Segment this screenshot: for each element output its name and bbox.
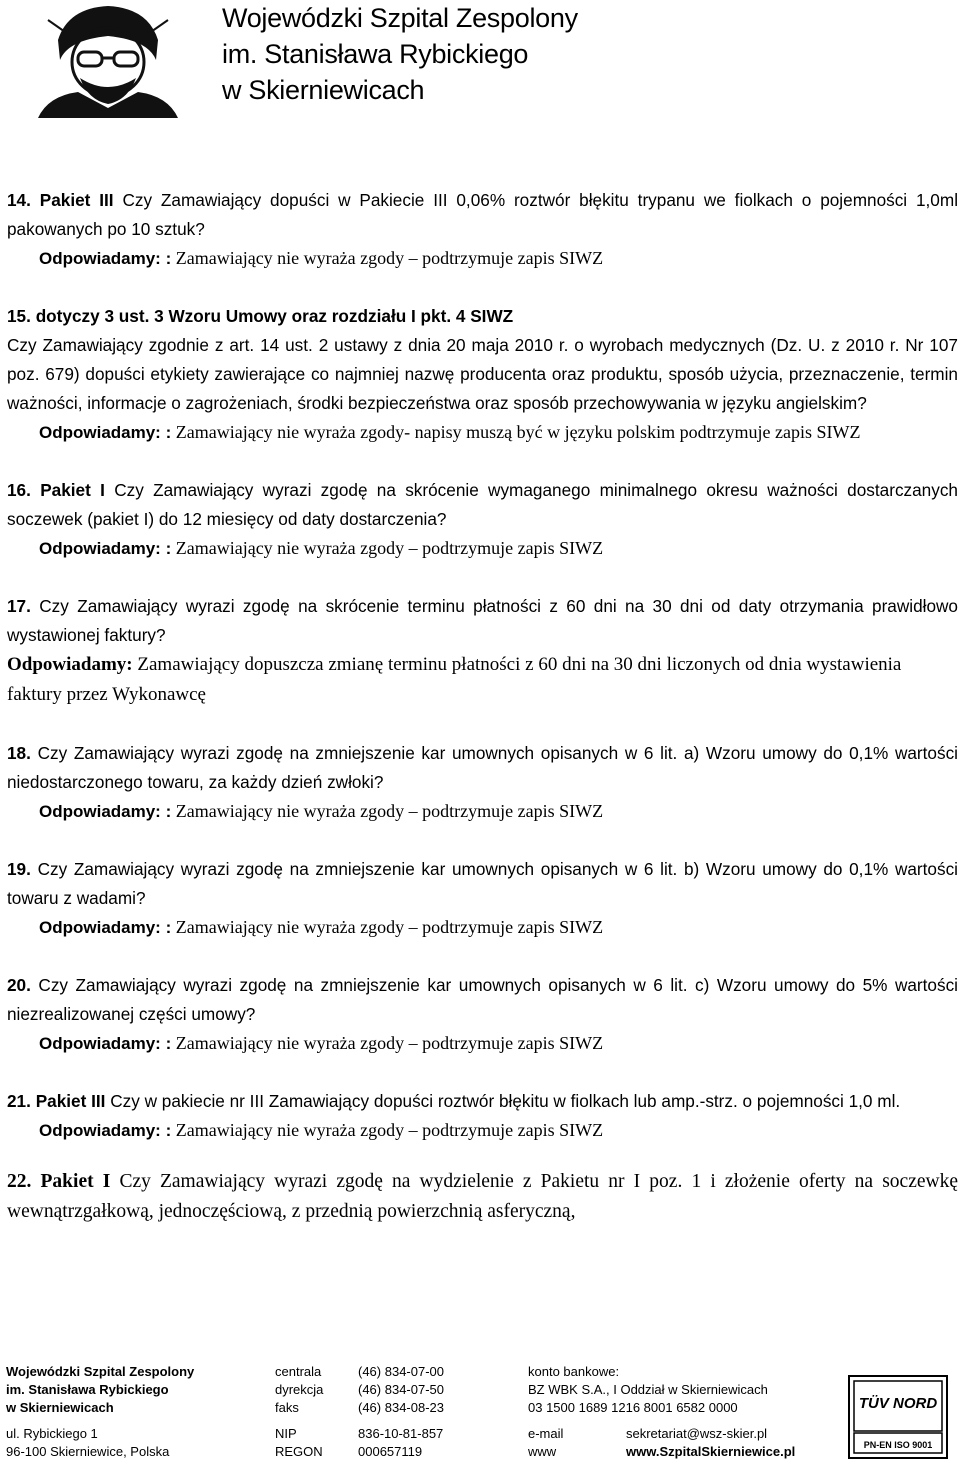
hospital-name-line3: w Skierniewicach xyxy=(222,75,425,105)
question-number: 20. xyxy=(7,975,31,995)
footer-email-row xyxy=(528,1425,795,1443)
answer-text: Zamawiający nie wyraża zgody – podtrzymuje zapis SIWZ xyxy=(171,801,604,821)
question-22 xyxy=(7,1167,958,1227)
bank-account: 03 1500 1689 1216 8001 6582 0000 xyxy=(528,1400,738,1415)
question-number: 19. xyxy=(7,859,31,879)
phone-number: (46) 834-07-50 xyxy=(358,1382,444,1397)
question-15-heading xyxy=(7,302,958,331)
hospital-name-line1: Wojewódzki Szpital Zespolony xyxy=(222,3,578,33)
question-text: Czy Zamawiający wyrazi zgodę na wydzielenie z Pakietu nr I poz. 1 i złożenie oferty na soczewkę wewnątrzgałkową, jednoczęściową, z przednią powierzchnią asferyczną, xyxy=(7,1171,958,1222)
footer-phone-labels xyxy=(275,1363,323,1461)
answer-20 xyxy=(7,1029,958,1058)
question-bold-label: dotyczy 3 ust. 3 Wzoru Umowy oraz rozdziału I pkt. 4 SIWZ xyxy=(35,306,514,326)
footer-phone-values xyxy=(358,1363,444,1461)
answer-label: Odpowiadamy: : xyxy=(39,918,172,937)
bank-name: BZ WBK S.A., I Oddział w Skierniewicach xyxy=(528,1382,768,1397)
answer-text: Zamawiający nie wyraża zgody – podtrzymuje zapis SIWZ xyxy=(171,248,604,268)
question-text: Czy Zamawiający wyrazi zgodę na zmniejszenie kar umownych opisanych w 6 lit. c) Wzoru umowy do 5% wartości niezrealizowanej części umowy? xyxy=(7,975,958,1024)
question-text: Czy Zamawiający wyrazi zgodę na zmniejszenie kar umownych opisanych w 6 lit. a) Wzoru umowy do 0,1% wartości niedostarczonego towaru, za każdy dzień zwłoki? xyxy=(7,743,958,792)
footer-name-line2: im. Stanisława Rybickiego xyxy=(6,1382,169,1397)
question-number: 18. xyxy=(7,743,31,763)
phone-number: (46) 834-07-00 xyxy=(358,1364,444,1379)
answer-text: Zamawiający nie wyraża zgody – podtrzymuje zapis SIWZ xyxy=(171,1120,604,1140)
footer-name-line3: w Skierniewicach xyxy=(6,1400,114,1415)
www-label: www xyxy=(528,1444,557,1459)
letterhead-footer xyxy=(0,1355,960,1463)
question-number: 14. xyxy=(7,190,31,210)
question-text: Czy Zamawiający wyrazi zgodę na skrócenie terminu płatności z 60 dni na 30 dni od daty otrzymania prawidłowo wystawionej faktury? xyxy=(7,596,958,645)
answer-21 xyxy=(7,1116,958,1145)
question-18 xyxy=(7,739,958,797)
question-14 xyxy=(7,186,958,244)
hospital-name xyxy=(222,0,578,108)
answer-label: Odpowiadamy: : xyxy=(39,802,172,821)
question-number: 17. xyxy=(7,596,31,616)
question-text: Czy Zamawiający wyrazi zgodę na zmniejszenie kar umownych opisanych w 6 lit. b) Wzoru umowy do 0,1% wartości towaru z wadami? xyxy=(7,859,958,908)
question-bold-label: Pakiet III xyxy=(35,1091,106,1111)
question-21 xyxy=(7,1087,958,1116)
answer-14 xyxy=(7,244,958,273)
answer-label: Odpowiadamy: : xyxy=(39,423,172,442)
document-body xyxy=(7,186,958,1227)
answer-15 xyxy=(7,418,958,447)
nip-label: NIP xyxy=(275,1426,297,1441)
footer-street: ul. Rybickiego 1 xyxy=(6,1426,98,1441)
answer-16 xyxy=(7,534,958,563)
letterhead xyxy=(0,0,960,120)
question-text: Czy w pakiecie nr III Zamawiający dopuści roztwór błękitu w fiolkach lub amp.-strz. o pojemności 1,0 ml. xyxy=(105,1091,901,1111)
answer-label: Odpowiadamy: : xyxy=(39,1034,172,1053)
regon-value: 000657119 xyxy=(358,1444,423,1459)
footer-city: 96-100 Skierniewice, Polska xyxy=(6,1444,170,1459)
bank-label: konto bankowe: xyxy=(528,1364,620,1379)
phone-label: centrala xyxy=(275,1364,322,1379)
footer-name-line1: Wojewódzki Szpital Zespolony xyxy=(6,1364,195,1379)
answer-text: Zamawiający nie wyraża zgody – podtrzymuje zapis SIWZ xyxy=(171,538,604,558)
answer-label: Odpowiadamy: : xyxy=(39,1121,172,1140)
tuv-nord-certificate-badge xyxy=(848,1375,948,1459)
email-link[interactable]: sekretariat@wsz-skier.pl xyxy=(626,1426,768,1441)
question-number: 21. xyxy=(7,1091,31,1111)
question-17 xyxy=(7,592,958,650)
question-15: Czy Zamawiający zgodnie z art. 14 ust. 2 ustawy z dnia 20 maja 2010 r. o wyrobach medycznych (Dz. U. z 2010 r. Nr 107 poz. 679) dopuści etykiety zawierające co najmniej nazwę producenta oraz produktu, sposób użycia, przeznaczenie, termin ważności, informacje o zagrożeniach, środki bezpieczeństwa oraz sposób przechowywania w języku angielskim? xyxy=(7,335,958,413)
footer-www-row xyxy=(528,1443,795,1461)
question-bold-label: Pakiet I xyxy=(40,480,105,500)
question-16 xyxy=(7,476,958,534)
question-20 xyxy=(7,971,958,1029)
question-number: 15. xyxy=(7,306,31,326)
regon-label: REGON xyxy=(275,1444,323,1459)
www-link[interactable]: www.SzpitalSkierniewice.pl xyxy=(626,1444,796,1459)
question-bold-label: Pakiet I xyxy=(40,1171,111,1192)
answer-label: Odpowiadamy: : xyxy=(39,249,172,268)
answer-text: Zamawiający nie wyraża zgody – podtrzymuje zapis SIWZ xyxy=(171,917,604,937)
answer-label: Odpowiadamy: : xyxy=(39,539,172,558)
question-number: 16. xyxy=(7,480,31,500)
hospital-name-line2: im. Stanisława Rybickiego xyxy=(222,39,529,69)
founder-portrait-logo xyxy=(18,0,198,118)
phone-label: faks xyxy=(275,1400,299,1415)
question-text: Czy Zamawiający dopuści w Pakiecie III 0,06% roztwór błękitu trypanu we fiolkach o pojemności 1,0ml pakowanych po 10 sztuk? xyxy=(7,190,959,239)
nip-value: 836-10-81-857 xyxy=(358,1426,444,1441)
question-number: 22. xyxy=(7,1171,32,1192)
answer-text: Zamawiający nie wyraża zgody- napisy muszą być w języku polskim podtrzymuje zapis SIWZ xyxy=(171,422,861,442)
answer-text: Zamawiający nie wyraża zgody – podtrzymuje zapis SIWZ xyxy=(171,1033,604,1053)
answer-text: Zamawiający dopuszcza zmianę terminu płatności z 60 dni na 30 dni liczonych od dnia wystawienia faktury przez Wykonawcę xyxy=(7,654,902,705)
question-text: Czy Zamawiający wyrazi zgodę na skrócenie wymaganego minimalnego okresu ważności dostarczanych soczewek (pakiet I) do 12 miesięcy od daty dostarczenia? xyxy=(7,480,958,529)
answer-18 xyxy=(7,797,958,826)
iso-standard: PN-EN ISO 9001 xyxy=(863,1440,933,1450)
answer-19 xyxy=(7,913,958,942)
question-19 xyxy=(7,855,958,913)
answer-17 xyxy=(7,650,958,710)
phone-number: (46) 834-08-23 xyxy=(358,1400,444,1415)
question-bold-label: Pakiet III xyxy=(39,190,114,210)
email-label: e-mail xyxy=(528,1426,564,1441)
answer-label: Odpowiadamy: xyxy=(7,654,133,675)
footer-bank xyxy=(528,1363,795,1461)
phone-label: dyrekcja xyxy=(275,1382,324,1397)
footer-address xyxy=(6,1363,194,1461)
tuv-brand: TÜV NORD xyxy=(858,1395,938,1412)
